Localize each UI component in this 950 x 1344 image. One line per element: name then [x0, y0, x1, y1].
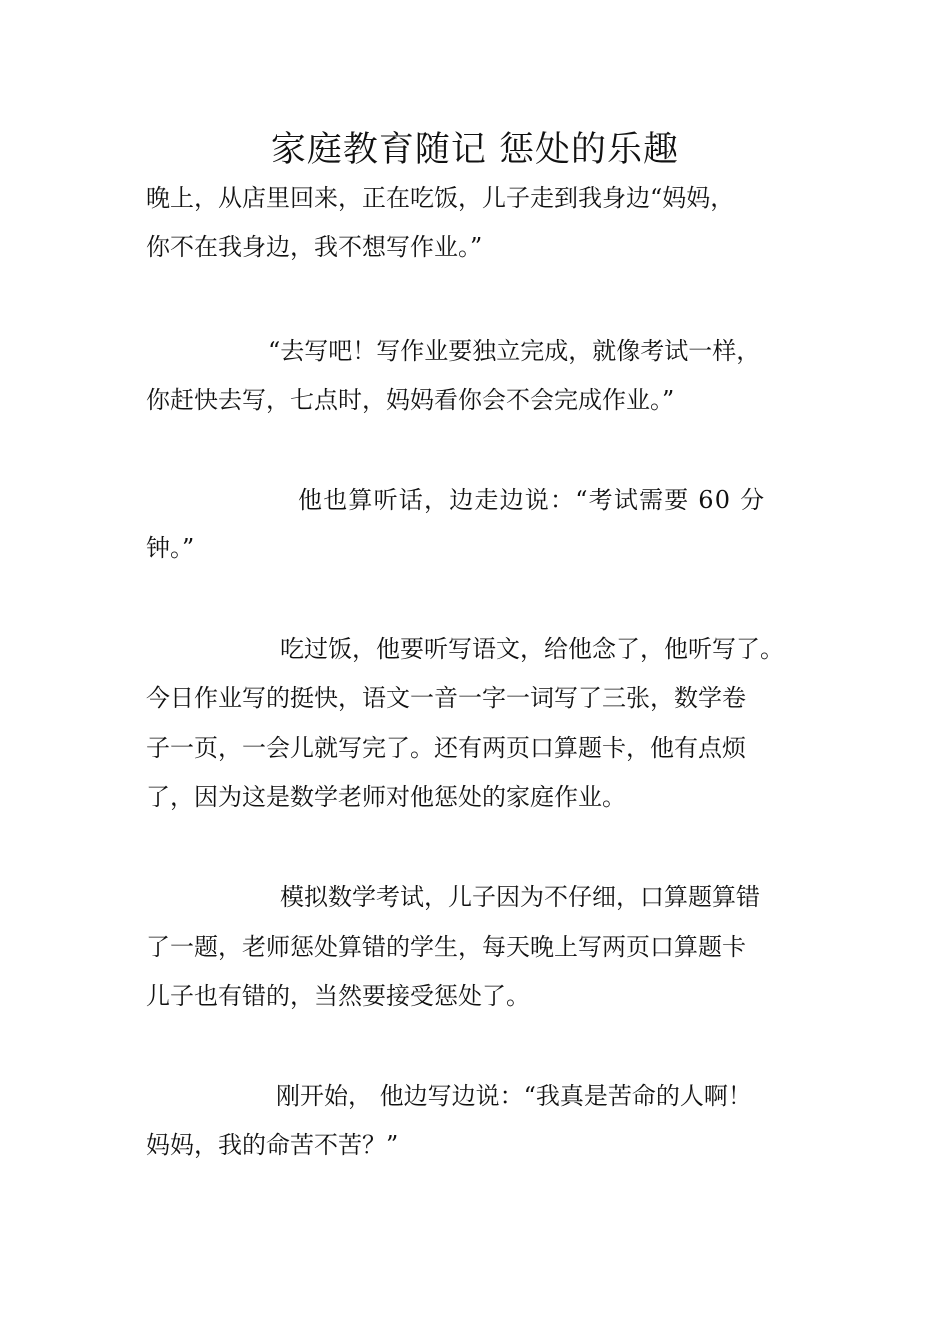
paragraph-6-line-2: 妈妈，我的命苦不苦？”: [146, 1131, 399, 1159]
paragraph-5-line-3: 儿子也有错的，当然要接受惩处了。: [146, 982, 530, 1010]
paragraph-2-line-2: 你赶快去写，七点时，妈妈看你会不会完成作业。”: [146, 386, 675, 414]
paragraph-4-line-1: 吃过饭，他要听写语文，给他念了，他听写了。: [280, 635, 784, 663]
paragraph-4-line-4: 了，因为这是数学老师对他惩处的家庭作业。: [146, 783, 626, 811]
paragraph-3-line-1: 他也算听话，边走边说：“考试需要 60 分: [298, 486, 766, 514]
paragraph-4-line-3: 子一页，一会儿就写完了。还有两页口算题卡，他有点烦: [146, 734, 746, 762]
paragraph-3-line-2: 钟。”: [146, 534, 195, 562]
paragraph-4-line-2: 今日作业写的挺快，语文一音一字一词写了三张，数学卷: [146, 684, 746, 712]
paragraph-1-line-1: 晚上，从店里回来，正在吃饭，儿子走到我身边“妈妈，: [146, 184, 735, 212]
paragraph-5-line-2: 了一题，老师惩处算错的学生，每天晚上写两页口算题卡: [146, 933, 746, 961]
document-title: 家庭教育随记 惩处的乐趣: [270, 130, 680, 170]
paragraph-2-line-1: “去写吧！写作业要独立完成，就像考试一样，: [268, 337, 761, 365]
paragraph-1-line-2: 你不在我身边，我不想写作业。”: [146, 233, 483, 261]
paragraph-5-line-1: 模拟数学考试，儿子因为不仔细，口算题算错: [280, 883, 760, 911]
paragraph-6-line-1: 刚开始， 他边写边说：“我真是苦命的人啊！: [276, 1082, 752, 1110]
